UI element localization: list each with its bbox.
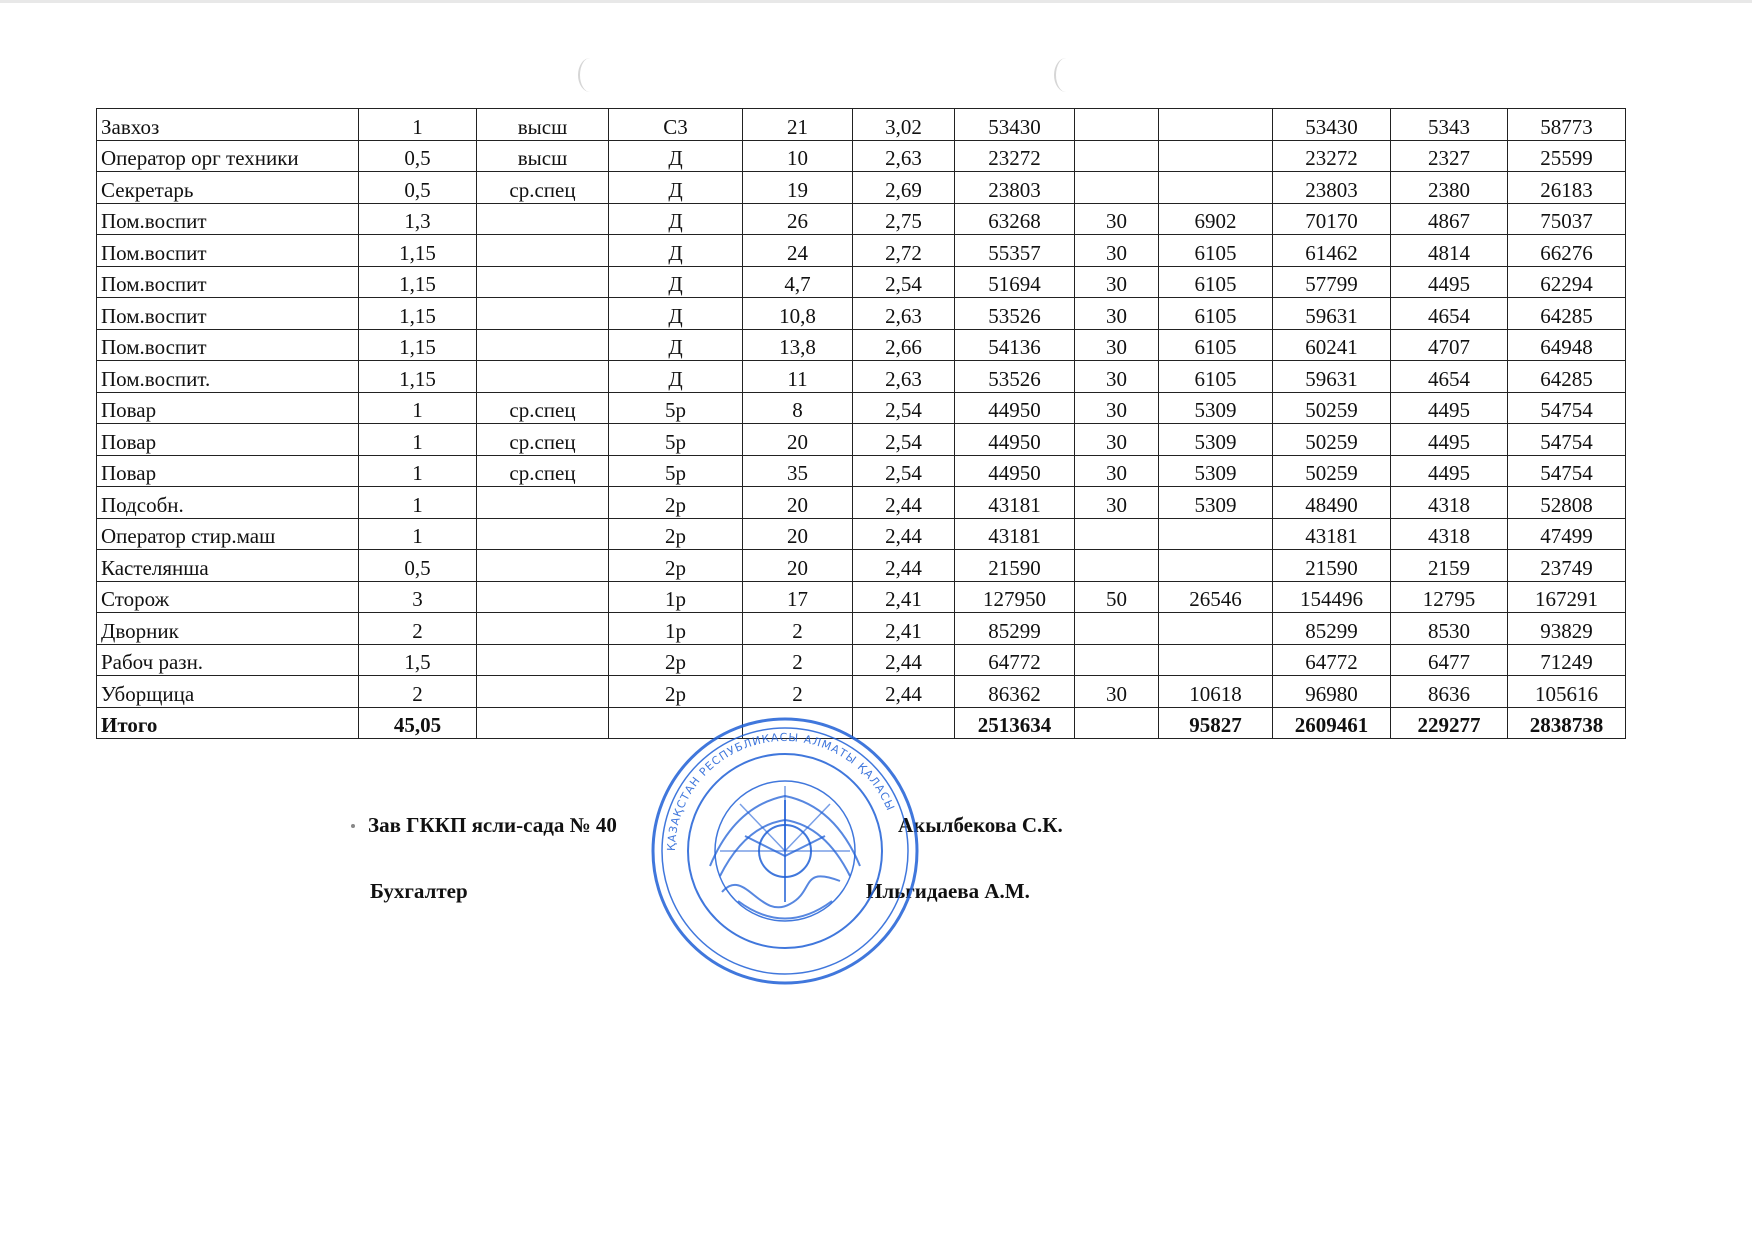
cell-percent: [1075, 550, 1159, 582]
cell-base-salary: 53430: [955, 109, 1075, 141]
cell-bonus: 26546: [1159, 581, 1273, 613]
cell-education: ср.спец: [477, 172, 609, 204]
staff-salary-table: [96, 108, 1626, 739]
cell-tax: 8636: [1391, 676, 1508, 708]
cell-base-salary: 21590: [955, 550, 1075, 582]
cell-education: [477, 203, 609, 235]
cell-rate: 45,05: [359, 707, 477, 739]
cell-experience: 21: [743, 109, 853, 141]
cell-total: 54754: [1508, 424, 1626, 456]
table-row: [97, 266, 1626, 298]
cell-subtotal: 85299: [1273, 613, 1391, 645]
table-row: [97, 581, 1626, 613]
cell-total: 58773: [1508, 109, 1626, 141]
cell-tax: 4495: [1391, 455, 1508, 487]
cell-coef: 2,54: [853, 266, 955, 298]
cell-total: 2838738: [1508, 707, 1626, 739]
cell-bonus: 5309: [1159, 455, 1273, 487]
cell-position: Пом.воспит: [97, 235, 359, 267]
scan-punch-mark: [1054, 58, 1078, 92]
cell-education: [477, 235, 609, 267]
cell-position: Пом.воспит: [97, 266, 359, 298]
cell-coef: 2,63: [853, 140, 955, 172]
table-row: [97, 455, 1626, 487]
cell-position: Дворник: [97, 613, 359, 645]
cell-coef: 2,72: [853, 235, 955, 267]
cell-base-salary: 53526: [955, 361, 1075, 393]
cell-rate: 0,5: [359, 550, 477, 582]
table-row: [97, 203, 1626, 235]
cell-total: 54754: [1508, 392, 1626, 424]
cell-base-salary: 127950: [955, 581, 1075, 613]
cell-total: 71249: [1508, 644, 1626, 676]
cell-education: [477, 581, 609, 613]
cell-position: Пом.воспит: [97, 203, 359, 235]
cell-position: Кастелянша: [97, 550, 359, 582]
cell-base-salary: 54136: [955, 329, 1075, 361]
cell-subtotal: 2609461: [1273, 707, 1391, 739]
cell-percent: 30: [1075, 424, 1159, 456]
table-row: [97, 518, 1626, 550]
cell-subtotal: 50259: [1273, 424, 1391, 456]
cell-tax: 4318: [1391, 487, 1508, 519]
cell-percent: 30: [1075, 329, 1159, 361]
cell-subtotal: 60241: [1273, 329, 1391, 361]
cell-bonus: 6105: [1159, 235, 1273, 267]
cell-total: 93829: [1508, 613, 1626, 645]
cell-category: Д: [609, 235, 743, 267]
cell-rate: 1,15: [359, 329, 477, 361]
cell-coef: 2,41: [853, 581, 955, 613]
cell-percent: [1075, 707, 1159, 739]
cell-percent: [1075, 172, 1159, 204]
cell-category: Д: [609, 266, 743, 298]
table-row: [97, 550, 1626, 582]
cell-coef: 2,44: [853, 487, 955, 519]
cell-experience: 20: [743, 487, 853, 519]
cell-bonus: 95827: [1159, 707, 1273, 739]
cell-education: [477, 613, 609, 645]
cell-education: [477, 550, 609, 582]
cell-total: 64948: [1508, 329, 1626, 361]
cell-position: Пом.воспит: [97, 329, 359, 361]
cell-coef: 2,75: [853, 203, 955, 235]
cell-category: 1р: [609, 613, 743, 645]
cell-percent: 30: [1075, 298, 1159, 330]
official-stamp: [650, 716, 920, 986]
cell-category: 2р: [609, 676, 743, 708]
cell-total: 167291: [1508, 581, 1626, 613]
cell-bonus: [1159, 613, 1273, 645]
cell-tax: 4495: [1391, 424, 1508, 456]
cell-base-salary: 63268: [955, 203, 1075, 235]
cell-experience: 17: [743, 581, 853, 613]
staff-salary-table-wrapper: [96, 108, 1626, 739]
cell-bonus: 6105: [1159, 298, 1273, 330]
cell-category: Д: [609, 298, 743, 330]
bullet-mark: [351, 824, 355, 828]
cell-base-salary: 64772: [955, 644, 1075, 676]
cell-total: 64285: [1508, 361, 1626, 393]
cell-coef: 2,63: [853, 361, 955, 393]
cell-subtotal: 64772: [1273, 644, 1391, 676]
cell-rate: 2: [359, 613, 477, 645]
cell-education: ср.спец: [477, 392, 609, 424]
cell-base-salary: 55357: [955, 235, 1075, 267]
cell-bonus: 5309: [1159, 487, 1273, 519]
accountant-title: Бухгалтер: [370, 879, 468, 903]
cell-position: Оператор орг техники: [97, 140, 359, 172]
cell-total: 25599: [1508, 140, 1626, 172]
cell-bonus: 10618: [1159, 676, 1273, 708]
stamp-outer-text: ҚАЗАҚСТАН РЕСПУБЛИКАСЫ АЛМАТЫ ҚАЛАСЫ: [664, 730, 898, 852]
cell-experience: 4,7: [743, 266, 853, 298]
cell-rate: 1: [359, 518, 477, 550]
cell-tax: 4495: [1391, 266, 1508, 298]
cell-category: 2р: [609, 644, 743, 676]
cell-category: 1р: [609, 581, 743, 613]
cell-coef: 2,54: [853, 424, 955, 456]
cell-tax: 4707: [1391, 329, 1508, 361]
cell-subtotal: 50259: [1273, 455, 1391, 487]
cell-subtotal: 70170: [1273, 203, 1391, 235]
cell-education: [477, 644, 609, 676]
accountant-name: Ильгидаева А.М.: [866, 879, 1030, 903]
cell-rate: 1,15: [359, 266, 477, 298]
cell-total: 23749: [1508, 550, 1626, 582]
cell-experience: 8: [743, 392, 853, 424]
cell-percent: 30: [1075, 455, 1159, 487]
cell-percent: [1075, 613, 1159, 645]
cell-position: Итого: [97, 707, 359, 739]
cell-subtotal: 154496: [1273, 581, 1391, 613]
cell-experience: 2: [743, 644, 853, 676]
cell-subtotal: 23803: [1273, 172, 1391, 204]
cell-bonus: 6902: [1159, 203, 1273, 235]
cell-tax: 2380: [1391, 172, 1508, 204]
cell-base-salary: 44950: [955, 392, 1075, 424]
cell-rate: 3: [359, 581, 477, 613]
cell-base-salary: 23272: [955, 140, 1075, 172]
cell-subtotal: 61462: [1273, 235, 1391, 267]
cell-experience: 20: [743, 518, 853, 550]
cell-total: 62294: [1508, 266, 1626, 298]
cell-experience: 20: [743, 424, 853, 456]
cell-category: 2р: [609, 550, 743, 582]
cell-category: Д: [609, 140, 743, 172]
cell-coef: 2,44: [853, 676, 955, 708]
cell-base-salary: 43181: [955, 518, 1075, 550]
scan-punch-mark: [578, 58, 602, 92]
cell-rate: 1,15: [359, 235, 477, 267]
cell-tax: 2327: [1391, 140, 1508, 172]
cell-base-salary: 85299: [955, 613, 1075, 645]
cell-coef: 2,66: [853, 329, 955, 361]
cell-subtotal: 43181: [1273, 518, 1391, 550]
cell-base-salary: 51694: [955, 266, 1075, 298]
cell-category: Д: [609, 203, 743, 235]
cell-tax: 4814: [1391, 235, 1508, 267]
cell-tax: 4654: [1391, 361, 1508, 393]
cell-position: Пом.воспит: [97, 298, 359, 330]
cell-experience: 13,8: [743, 329, 853, 361]
cell-percent: 30: [1075, 676, 1159, 708]
cell-bonus: 6105: [1159, 266, 1273, 298]
cell-category: 2р: [609, 487, 743, 519]
cell-subtotal: 23272: [1273, 140, 1391, 172]
cell-education: [477, 361, 609, 393]
cell-position: Повар: [97, 455, 359, 487]
cell-education: [477, 518, 609, 550]
cell-total: 105616: [1508, 676, 1626, 708]
cell-category: 5р: [609, 392, 743, 424]
cell-rate: 2: [359, 676, 477, 708]
cell-subtotal: 53430: [1273, 109, 1391, 141]
cell-education: [477, 266, 609, 298]
cell-percent: [1075, 140, 1159, 172]
table-row: [97, 644, 1626, 676]
cell-category: Д: [609, 361, 743, 393]
cell-total: 52808: [1508, 487, 1626, 519]
cell-base-salary: 44950: [955, 424, 1075, 456]
scan-top-edge: [0, 0, 1752, 3]
table-row: [97, 392, 1626, 424]
cell-category: С3: [609, 109, 743, 141]
cell-base-salary: 44950: [955, 455, 1075, 487]
cell-subtotal: 59631: [1273, 361, 1391, 393]
cell-percent: 30: [1075, 203, 1159, 235]
cell-bonus: 6105: [1159, 329, 1273, 361]
table-row: [97, 676, 1626, 708]
cell-bonus: 5309: [1159, 424, 1273, 456]
cell-education: [477, 487, 609, 519]
cell-experience: 11: [743, 361, 853, 393]
cell-category: 5р: [609, 424, 743, 456]
cell-position: Рабоч разн.: [97, 644, 359, 676]
cell-tax: 6477: [1391, 644, 1508, 676]
cell-experience: 20: [743, 550, 853, 582]
table-row: [97, 361, 1626, 393]
cell-subtotal: 96980: [1273, 676, 1391, 708]
cell-rate: 1,15: [359, 361, 477, 393]
cell-experience: 26: [743, 203, 853, 235]
cell-bonus: [1159, 109, 1273, 141]
cell-bonus: [1159, 644, 1273, 676]
cell-position: Завхоз: [97, 109, 359, 141]
cell-percent: 30: [1075, 392, 1159, 424]
cell-category: Д: [609, 329, 743, 361]
cell-rate: 1: [359, 424, 477, 456]
cell-bonus: 5309: [1159, 392, 1273, 424]
cell-total: 66276: [1508, 235, 1626, 267]
cell-percent: 30: [1075, 235, 1159, 267]
table-row: [97, 235, 1626, 267]
cell-position: Подсобн.: [97, 487, 359, 519]
cell-education: ср.спец: [477, 424, 609, 456]
cell-total: 26183: [1508, 172, 1626, 204]
cell-experience: 2: [743, 676, 853, 708]
cell-subtotal: 59631: [1273, 298, 1391, 330]
cell-percent: 30: [1075, 266, 1159, 298]
cell-subtotal: 21590: [1273, 550, 1391, 582]
cell-bonus: 6105: [1159, 361, 1273, 393]
cell-education: высш: [477, 140, 609, 172]
cell-tax: 12795: [1391, 581, 1508, 613]
cell-base-salary: 53526: [955, 298, 1075, 330]
cell-coef: 2,69: [853, 172, 955, 204]
cell-rate: 0,5: [359, 172, 477, 204]
cell-coef: 3,02: [853, 109, 955, 141]
cell-experience: 24: [743, 235, 853, 267]
table-row: [97, 613, 1626, 645]
cell-education: [477, 329, 609, 361]
cell-base-salary: 2513634: [955, 707, 1075, 739]
cell-percent: [1075, 644, 1159, 676]
cell-percent: 50: [1075, 581, 1159, 613]
cell-education: [477, 707, 609, 739]
head-name: Акылбекова С.К.: [898, 813, 1063, 837]
cell-base-salary: 23803: [955, 172, 1075, 204]
cell-category: 5р: [609, 455, 743, 487]
cell-tax: 2159: [1391, 550, 1508, 582]
table-row: [97, 140, 1626, 172]
cell-coef: 2,41: [853, 613, 955, 645]
cell-coef: 2,44: [853, 550, 955, 582]
cell-education: [477, 676, 609, 708]
cell-bonus: [1159, 550, 1273, 582]
cell-tax: 8530: [1391, 613, 1508, 645]
cell-rate: 1: [359, 455, 477, 487]
cell-position: Оператор стир.маш: [97, 518, 359, 550]
cell-coef: 2,44: [853, 518, 955, 550]
cell-tax: 5343: [1391, 109, 1508, 141]
cell-coef: 2,54: [853, 392, 955, 424]
cell-position: Уборщица: [97, 676, 359, 708]
cell-position: Пом.воспит.: [97, 361, 359, 393]
cell-subtotal: 57799: [1273, 266, 1391, 298]
cell-coef: 2,63: [853, 298, 955, 330]
cell-rate: 1,5: [359, 644, 477, 676]
cell-rate: 0,5: [359, 140, 477, 172]
cell-position: Сторож: [97, 581, 359, 613]
cell-percent: [1075, 109, 1159, 141]
table-row: [97, 424, 1626, 456]
cell-position: Секретарь: [97, 172, 359, 204]
table-body: [97, 109, 1626, 739]
head-title: Зав ГККП ясли-сада № 40: [368, 813, 617, 837]
cell-coef: 2,44: [853, 644, 955, 676]
cell-bonus: [1159, 172, 1273, 204]
cell-percent: 30: [1075, 487, 1159, 519]
cell-total: 64285: [1508, 298, 1626, 330]
cell-rate: 1,15: [359, 298, 477, 330]
cell-bonus: [1159, 140, 1273, 172]
cell-experience: 35: [743, 455, 853, 487]
cell-percent: 30: [1075, 361, 1159, 393]
table-row: [97, 487, 1626, 519]
cell-position: Повар: [97, 392, 359, 424]
cell-bonus: [1159, 518, 1273, 550]
cell-subtotal: 48490: [1273, 487, 1391, 519]
cell-base-salary: 86362: [955, 676, 1075, 708]
cell-percent: [1075, 518, 1159, 550]
cell-tax: 4318: [1391, 518, 1508, 550]
cell-tax: 4654: [1391, 298, 1508, 330]
cell-education: [477, 298, 609, 330]
cell-education: высш: [477, 109, 609, 141]
cell-total: 75037: [1508, 203, 1626, 235]
table-row: [97, 172, 1626, 204]
table-row: [97, 109, 1626, 141]
cell-rate: 1: [359, 109, 477, 141]
cell-position: Повар: [97, 424, 359, 456]
cell-rate: 1,3: [359, 203, 477, 235]
cell-coef: 2,54: [853, 455, 955, 487]
cell-category: 2р: [609, 518, 743, 550]
cell-tax: 229277: [1391, 707, 1508, 739]
cell-total: 54754: [1508, 455, 1626, 487]
cell-experience: 10,8: [743, 298, 853, 330]
cell-rate: 1: [359, 487, 477, 519]
cell-total: 47499: [1508, 518, 1626, 550]
cell-subtotal: 50259: [1273, 392, 1391, 424]
cell-education: ср.спец: [477, 455, 609, 487]
table-row: [97, 329, 1626, 361]
cell-tax: 4867: [1391, 203, 1508, 235]
cell-experience: 2: [743, 613, 853, 645]
cell-category: Д: [609, 172, 743, 204]
cell-base-salary: 43181: [955, 487, 1075, 519]
cell-experience: 19: [743, 172, 853, 204]
cell-experience: 10: [743, 140, 853, 172]
cell-rate: 1: [359, 392, 477, 424]
cell-tax: 4495: [1391, 392, 1508, 424]
table-row: [97, 298, 1626, 330]
